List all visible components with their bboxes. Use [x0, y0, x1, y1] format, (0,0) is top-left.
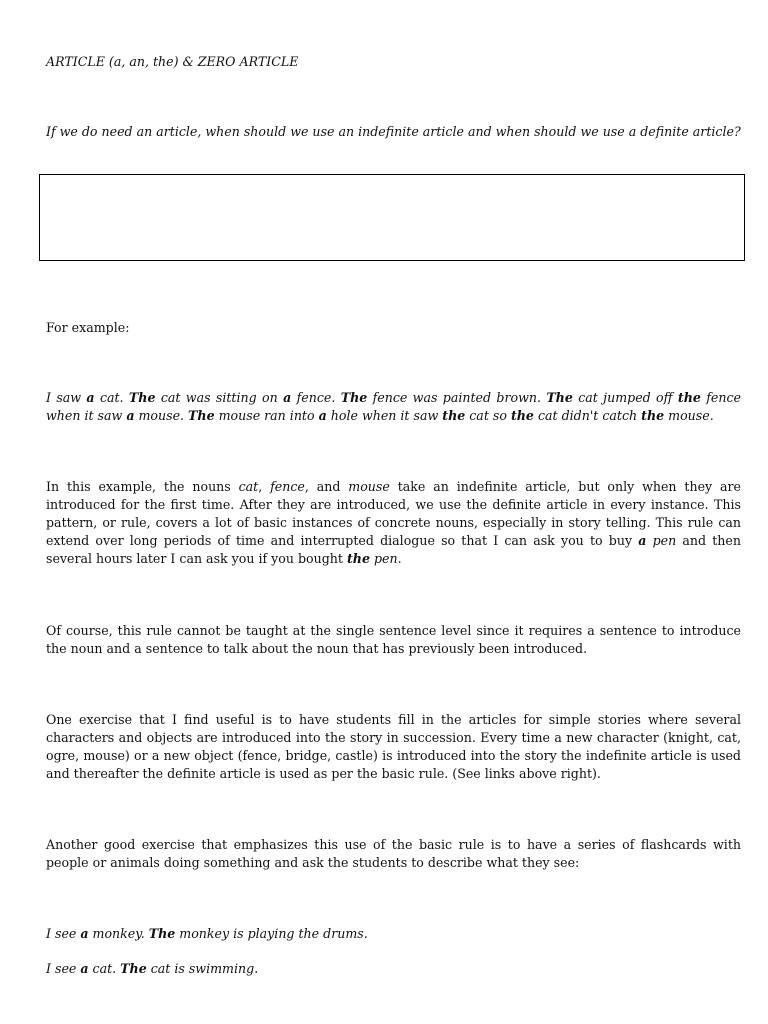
- text-run: fence.: [291, 390, 341, 405]
- for-example-label: For example:: [46, 320, 130, 335]
- text-run: fence: [270, 479, 305, 494]
- article-word: a: [80, 961, 89, 976]
- article-word: The: [120, 961, 147, 976]
- exercise-paragraph: One exercise that I find useful is to have students fill in the articles for simple stories where several characters and objects are introduced into the story in succession. Every time a new character (knight, cat, ogre, mouse) or a new object (fence, bridge, castle) is introduced into the story the indefinite article is used and thereafter the definite article is used as per the basic rule. (See links above right).: [46, 712, 741, 781]
- text-run: pen: [374, 551, 398, 566]
- article-word: The: [340, 390, 368, 405]
- article-word: a: [126, 408, 135, 423]
- text-run: cat was sitting on: [155, 390, 284, 405]
- article-word: a: [283, 390, 292, 405]
- article-word: The: [128, 390, 156, 405]
- text-run: mouse.: [664, 408, 714, 423]
- text-run: take an indefinite article, but only when they are introduced for the first time. After they are introduced, we use the definite article in every instance. This pattern, or rule, covers a lot of basic instances of concrete nouns, especially in story telling. This rule can extend over long periods of time and interrupted dialogue so that I can ask you to buy: [46, 479, 741, 548]
- sentence-level-paragraph: Of course, this rule cannot be taught at the single sentence level since it requires a sentence to introduce the noun and a sentence to talk about the noun that has previously been introduced.: [46, 623, 741, 656]
- answer-box[interactable]: [39, 174, 745, 261]
- question-text: If we do need an article, when should we use an indefinite article and when should we use a definite article?: [46, 124, 741, 139]
- text-run: cat jumped off: [572, 390, 678, 405]
- article-word: the: [442, 408, 466, 423]
- explanation-paragraph: [46, 478, 741, 568]
- text-run: cat didn't catch: [533, 408, 642, 423]
- text-run: monkey.: [88, 926, 149, 941]
- text-run: cat.: [88, 961, 121, 976]
- article-word: The: [148, 926, 176, 941]
- text-run: pen: [652, 533, 677, 548]
- text-run: mouse: [348, 479, 390, 494]
- text-run: I see: [46, 926, 81, 941]
- text-run: hole when it saw: [326, 408, 443, 423]
- article-word: a: [80, 926, 89, 941]
- flashcard-example-cat: [46, 960, 741, 978]
- article-word: a: [638, 533, 647, 548]
- text-run: I see: [46, 961, 81, 976]
- text-run: cat is swimming.: [146, 961, 259, 976]
- example-story: [46, 389, 741, 425]
- article-word: The: [546, 390, 573, 405]
- text-run: mouse.: [134, 408, 189, 423]
- text-run: cat: [238, 479, 259, 494]
- text-run: cat.: [94, 390, 129, 405]
- text-run: I saw: [46, 390, 87, 405]
- article-word: the: [346, 551, 370, 566]
- text-run: mouse ran into: [214, 408, 319, 423]
- flashcard-paragraph: Another good exercise that emphasizes this use of the basic rule is to have a series of flashcards with people or animals doing something and ask the students to describe what they see:: [46, 837, 741, 870]
- article-word: The: [188, 408, 215, 423]
- article-word: the: [510, 408, 534, 423]
- document-title: ARTICLE (a, an, the) & ZERO ARTICLE: [46, 54, 299, 69]
- text-run: , and: [304, 479, 349, 494]
- text-run: monkey is playing the drums.: [175, 926, 368, 941]
- text-run: .: [397, 551, 402, 566]
- text-run: cat so: [465, 408, 511, 423]
- text-run: fence when it saw: [46, 390, 741, 423]
- text-run: fence was painted brown.: [367, 390, 547, 405]
- article-word: the: [677, 390, 701, 405]
- text-run: In this example, the nouns: [46, 479, 239, 494]
- text-run: ,: [258, 479, 271, 494]
- article-word: the: [641, 408, 665, 423]
- article-word: a: [86, 390, 95, 405]
- article-word: a: [318, 408, 327, 423]
- text-run: and then several hours later I can ask you if you bought: [46, 533, 741, 566]
- flashcard-example-monkey: [46, 925, 741, 943]
